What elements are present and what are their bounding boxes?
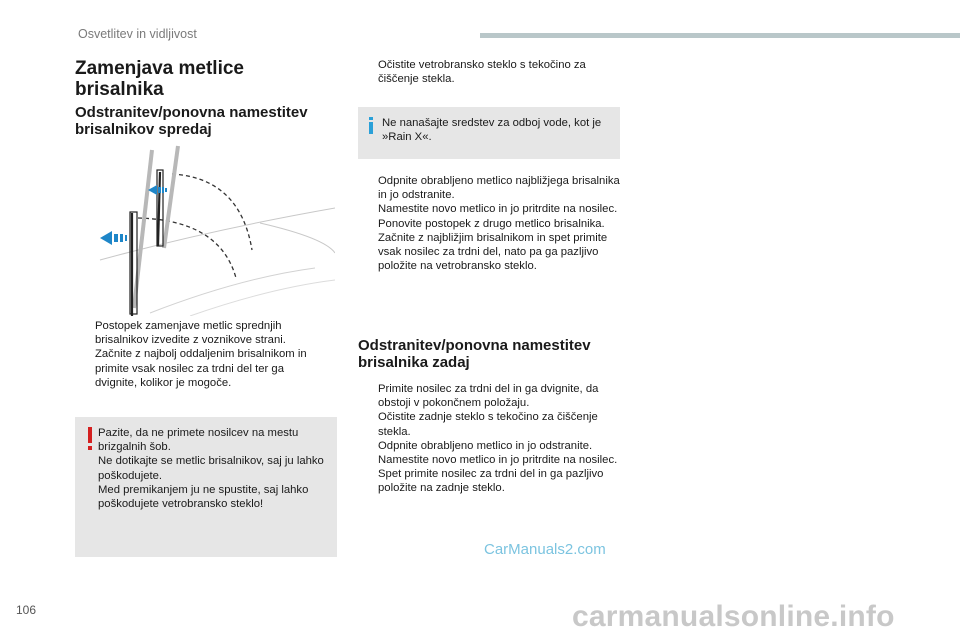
list-item: Primite nosilec za trdni del in ga dvignite, da obstoji v pokončnem položaju. xyxy=(378,383,599,410)
header-bar xyxy=(480,33,960,38)
right-bullet-list-top xyxy=(360,58,615,86)
list-item: Očistite vetrobransko steklo s tekočino za čiščenje stekla. xyxy=(378,59,586,86)
front-heading: Odstranitev/ponovna namestitev brisalnikov spredaj xyxy=(75,104,308,138)
windshield-wiper-illustration xyxy=(90,138,335,316)
wiper-illustration-svg xyxy=(90,138,335,316)
info-text: Ne nanašajte sredstev za odboj vode, kot je »Rain X«. xyxy=(382,117,602,144)
arrow-icon xyxy=(100,231,127,245)
info-icon xyxy=(369,122,373,134)
sweep-arc-lower xyxy=(138,218,236,278)
windshield-lower-line xyxy=(150,268,315,313)
wiper-blade-right xyxy=(158,172,160,246)
watermark-link[interactable]: CarManuals2.com xyxy=(484,541,606,558)
warning-box xyxy=(75,417,337,557)
right-bullet-list-mid xyxy=(360,174,625,273)
list-item: Ponovite postopek z drugo metlico brisalnika. xyxy=(378,217,605,230)
front-bullet-list xyxy=(77,319,327,390)
windshield-edge-right xyxy=(260,223,335,253)
list-item: Očistite zadnje steklo s tekočino za čiščenje stekla. xyxy=(378,411,598,438)
list-item: Odpnite obrabljeno metlico in jo odstranite. xyxy=(378,439,593,452)
page-title: Zamenjava metlice brisalnika xyxy=(75,58,244,100)
warning-text: Pazite, da ne primete nosilcev na mestu brizgalnih šob. Ne dotikajte se metlic brisalnikov, saj ju lahko poškodujete. Med premikanjem ju ne spustite, saj lahko poškodujete vetrobransko steklo! xyxy=(98,427,324,511)
list-item: Spet primite nosilec za trdni del in ga pazljivo položite na zadnje steklo. xyxy=(378,468,604,495)
list-item: Namestite novo metlico in jo pritrdite na nosilec. xyxy=(378,454,618,467)
list-item: Odpnite obrabljeno metlico najbližjega brisalnika in jo odstranite. xyxy=(378,175,620,202)
wiper-arm-right xyxy=(164,146,178,248)
rear-heading: Odstranitev/ponovna namestitev brisalnika zadaj xyxy=(358,337,591,371)
page-number: 106 xyxy=(16,603,37,617)
info-icon-dot xyxy=(369,117,373,120)
warning-icon xyxy=(88,427,92,443)
list-item: Namestite novo metlico in jo pritrdite na nosilec. xyxy=(378,203,618,216)
list-item: Začnite z najbolj oddaljenim brisalnikom in primite vsak nosilec za trdni del ter ga dvignite, kolikor je mogoče. xyxy=(95,348,307,389)
list-item: Postopek zamenjave metlic sprednjih brisalnikov izvedite z voznikove strani. xyxy=(95,320,286,347)
warning-icon-dot xyxy=(88,446,92,450)
rear-bullet-list xyxy=(360,382,625,496)
footer-watermark: carmanualsonline.info xyxy=(572,600,895,633)
info-box xyxy=(358,107,620,159)
section-header: Osvetlitev in vidljivost xyxy=(78,27,197,41)
list-item: Začnite z najbližjim brisalnikom in spet primite vsak nosilec za trdni del, nato pa ga pazljivo položite na vetrobransko steklo. xyxy=(378,231,608,273)
windshield-lower-line-2 xyxy=(190,280,335,316)
